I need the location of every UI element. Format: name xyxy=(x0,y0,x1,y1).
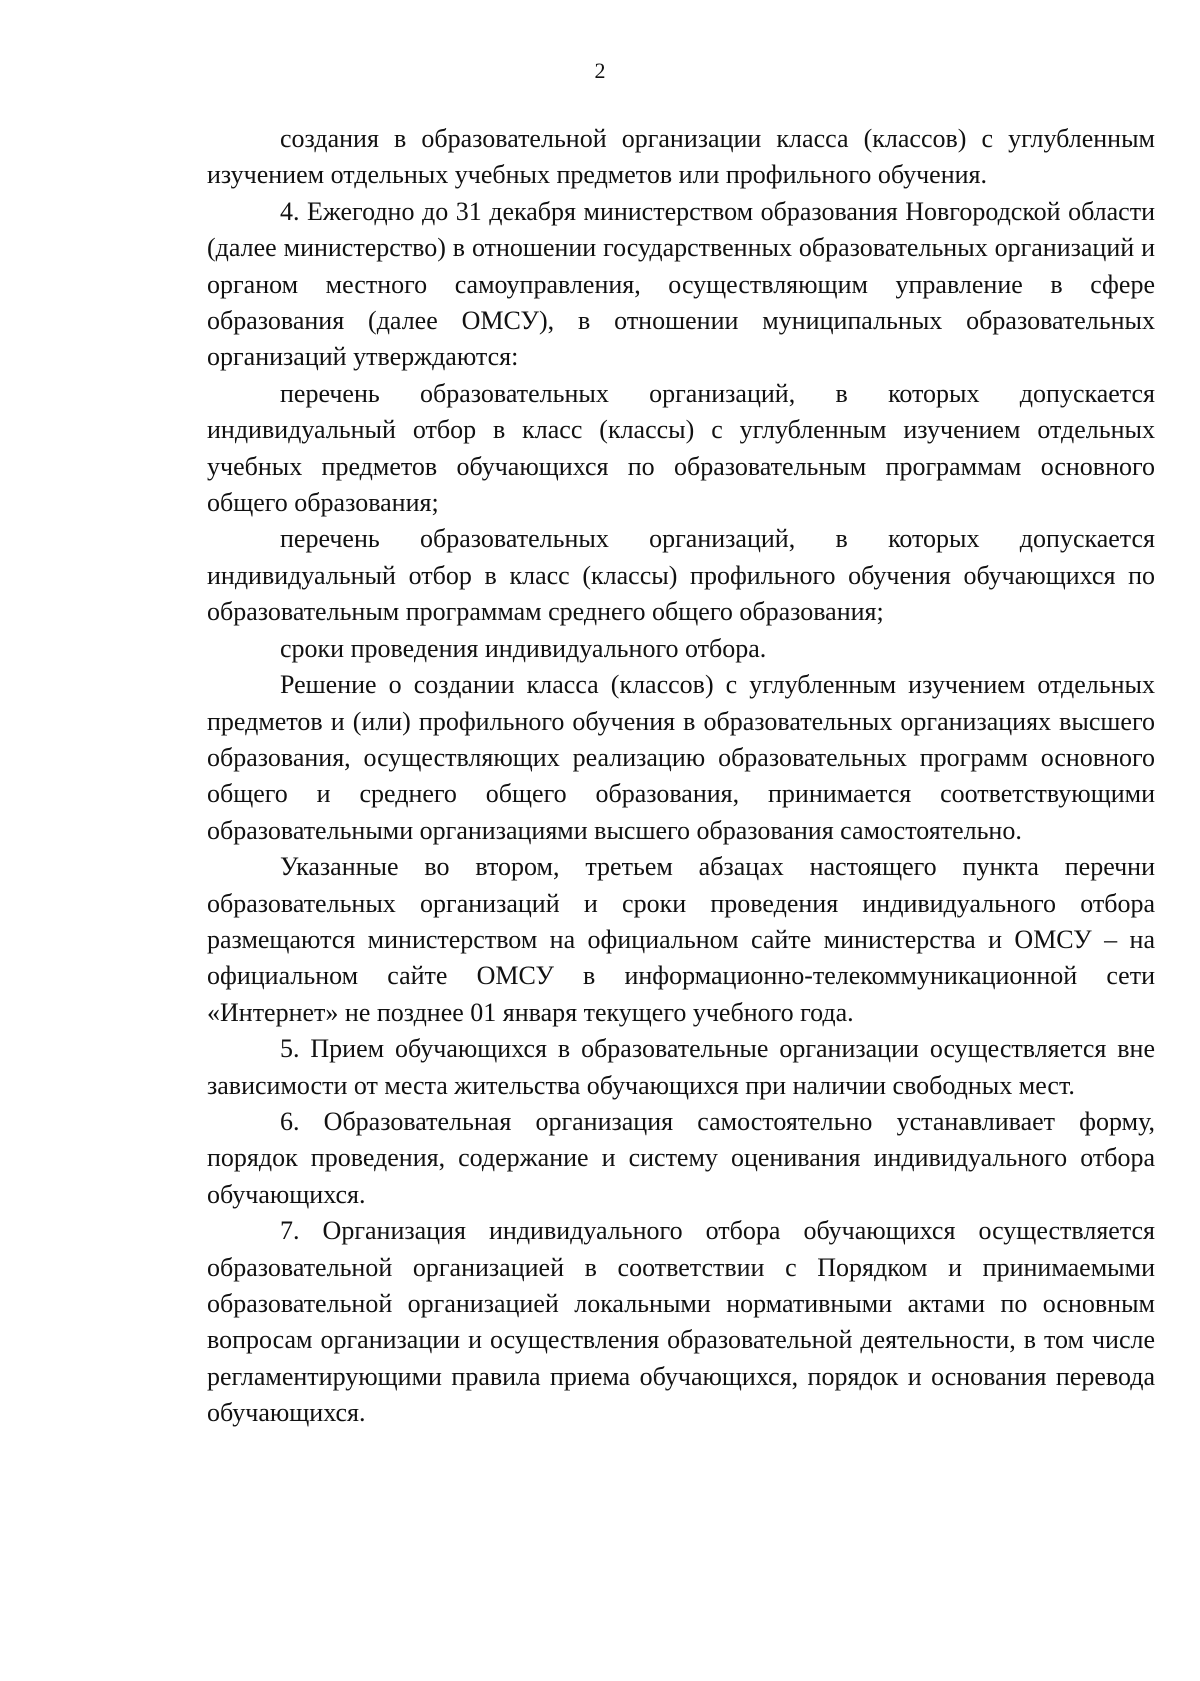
paragraph-item-4: 4. Ежегодно до 31 декабря министерством образования Новгородской области (далее министерство) в отношении государственных образовательных организаций и органом местного самоуправления, осуществляющим управление в сфере образования (далее ОМСУ), в отношении муниципальных образовательных организаций утверждаются: xyxy=(207,196,1155,372)
paragraph-item-5: 5. Прием обучающихся в образовательные организации осуществляется вне зависимости от места жительства обучающихся при наличии свободных мест. xyxy=(207,1034,1155,1100)
page-number: 2 xyxy=(594,58,606,83)
paragraph-list-profile-study: перечень образовательных организаций, в которых допускается индивидуальный отбор в класс (классы) профильного обучения обучающихся по образовательным программам среднего общего образования; xyxy=(207,524,1155,627)
document-body xyxy=(207,121,1155,1432)
paragraph-list-advanced-study: перечень образовательных организаций, в которых допускается индивидуальный отбор в класс (классы) с углубленным изучением отдельных учебных предметов обучающихся по образовательным программам основного общего образования; xyxy=(207,378,1155,518)
paragraph-item-7: 7. Организация индивидуального отбора обучающихся осуществляется образовательной организацией в соответствии с Порядком и принимаемыми образовательной организацией локальными нормативными актами по основным вопросам организации и осуществления образовательной деятельности, в том числе регламентирующими правила приема обучающихся, порядок и основания перевода обучающихся. xyxy=(207,1216,1155,1428)
paragraph-higher-education-decision: Решение о создании класса (классов) с углубленным изучением отдельных предметов и (или) профильного обучения в образовательных организациях высшего образования, осуществляющих реализацию образовательных программ основного общего и среднего общего образования, принимается соответствующими образовательными организациями высшего образования самостоятельно. xyxy=(207,670,1155,845)
paragraph-item-6: 6. Образовательная организация самостоятельно устанавливает форму, порядок проведения, содержание и систему оценивания индивидуального отбора обучающихся. xyxy=(207,1106,1155,1209)
paragraph-intro-continuation: создания в образовательной организации класса (классов) с углубленным изучением отдельных учебных предметов или профильного обучения. xyxy=(207,124,1155,190)
paragraph-selection-dates: сроки проведения индивидуального отбора. xyxy=(280,633,767,663)
paragraph-publication: Указанные во втором, третьем абзацах настоящего пункта перечни образовательных организаций и сроки проведения индивидуального отбора размещаются министерством на официальном сайте министерства и ОМСУ – на официальном сайте ОМСУ в информационно-телекоммуникационной сети «Интернет» не позднее 01 января текущего учебного года. xyxy=(207,852,1155,1027)
